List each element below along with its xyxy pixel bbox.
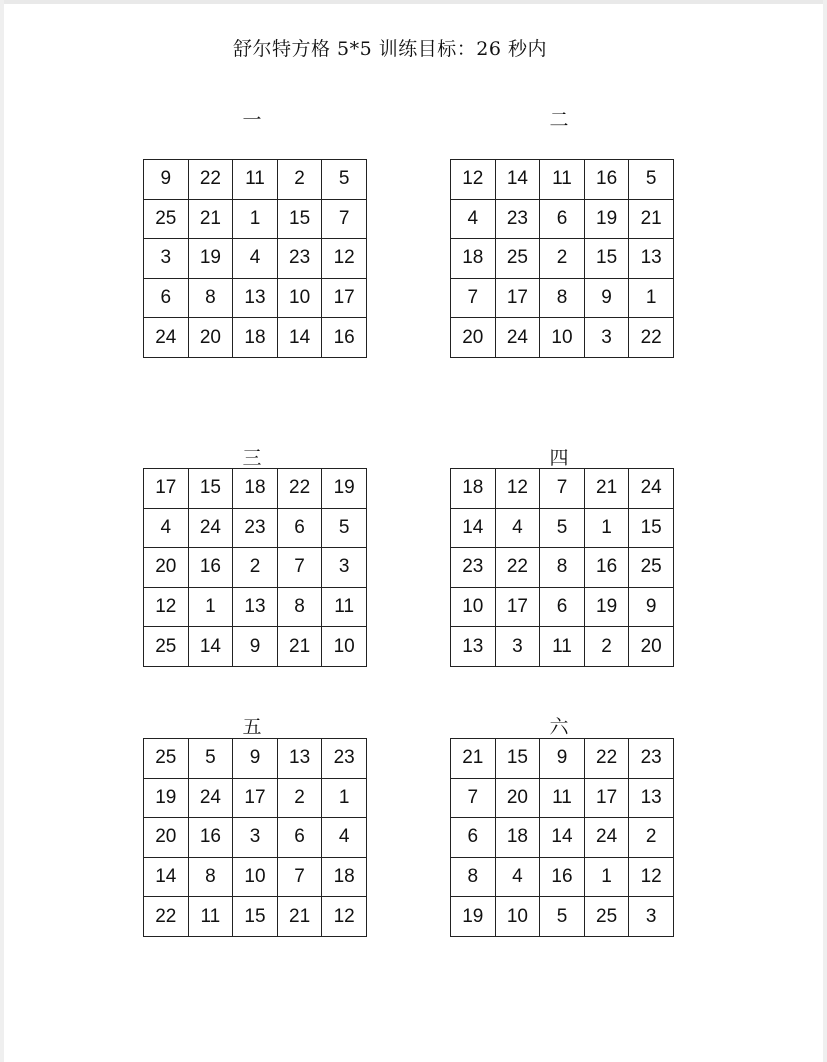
grid-cell: 10 [322, 627, 367, 667]
grid-cell: 13 [233, 278, 278, 318]
grid-cell: 3 [233, 818, 278, 858]
grid-cell: 22 [277, 469, 322, 509]
grid-cell: 17 [495, 587, 540, 627]
grid-cell: 5 [322, 160, 367, 200]
grid-cell: 4 [144, 508, 189, 548]
grid-cell: 18 [233, 318, 278, 358]
grid-cell: 25 [144, 627, 189, 667]
grid-cell: 6 [451, 818, 496, 858]
grid-cell: 24 [495, 318, 540, 358]
grid-cell: 8 [540, 278, 585, 318]
grid-cell: 8 [451, 857, 496, 897]
grid-cell: 7 [540, 469, 585, 509]
grid-cell: 14 [277, 318, 322, 358]
grid-cell: 17 [584, 778, 629, 818]
grid-cell: 18 [451, 239, 496, 279]
grid-cell: 6 [144, 278, 189, 318]
grid-cell: 21 [584, 469, 629, 509]
grid-label: 四 [549, 447, 569, 469]
grid-cell: 10 [540, 318, 585, 358]
grid-cell: 1 [188, 587, 233, 627]
grid-cell: 11 [322, 587, 367, 627]
grid-cell: 24 [629, 469, 674, 509]
grid-cell: 23 [277, 239, 322, 279]
grid-cell: 7 [451, 278, 496, 318]
grid-cell: 4 [322, 818, 367, 858]
grid-cell: 13 [451, 627, 496, 667]
grid-cell: 17 [495, 278, 540, 318]
table-row [451, 739, 674, 779]
grid-cell: 24 [188, 778, 233, 818]
grid-cell: 4 [233, 239, 278, 279]
table-row [451, 160, 674, 200]
grid-cell: 4 [495, 857, 540, 897]
table-row [144, 199, 367, 239]
grid-cell: 1 [233, 199, 278, 239]
grid-cell: 9 [233, 739, 278, 779]
grid-cell: 1 [322, 778, 367, 818]
grid-cell: 23 [495, 199, 540, 239]
grid-cell: 15 [233, 897, 278, 937]
grid-cell: 25 [144, 739, 189, 779]
grid-cell: 18 [495, 818, 540, 858]
grid-cell: 22 [188, 160, 233, 200]
table-row [451, 508, 674, 548]
grid-cell: 9 [629, 587, 674, 627]
grid-cell: 6 [540, 587, 585, 627]
grid-cell: 19 [188, 239, 233, 279]
grid-cell: 16 [322, 318, 367, 358]
grid-cell: 16 [584, 160, 629, 200]
table-row [144, 160, 367, 200]
grid-cell: 4 [451, 199, 496, 239]
grid-cell: 3 [495, 627, 540, 667]
grid-cell: 5 [188, 739, 233, 779]
table-row [451, 469, 674, 509]
table-row [451, 239, 674, 279]
grid-cell: 13 [629, 778, 674, 818]
grid-cell: 15 [277, 199, 322, 239]
grid-cell: 24 [144, 318, 189, 358]
grid-cell: 20 [629, 627, 674, 667]
grid-cell: 19 [584, 587, 629, 627]
grid-cell: 20 [144, 818, 189, 858]
table-row [144, 818, 367, 858]
table-row [451, 548, 674, 588]
grid-cell: 21 [451, 739, 496, 779]
table-row [144, 739, 367, 779]
grid-cell: 25 [144, 199, 189, 239]
grid-cell: 19 [322, 469, 367, 509]
table-row [451, 587, 674, 627]
table-row [144, 548, 367, 588]
grid-cell: 10 [451, 587, 496, 627]
grid-cell: 15 [629, 508, 674, 548]
grid-cell: 23 [629, 739, 674, 779]
grid-cell: 25 [495, 239, 540, 279]
grid-cell: 11 [188, 897, 233, 937]
grid-cell: 20 [495, 778, 540, 818]
table-row [144, 627, 367, 667]
table-row [144, 857, 367, 897]
grid-cell: 20 [144, 548, 189, 588]
grid-cell: 25 [629, 548, 674, 588]
grid-cell: 5 [540, 897, 585, 937]
grid-cell: 4 [495, 508, 540, 548]
page-edge-left [0, 0, 4, 1062]
grid-cell: 13 [233, 587, 278, 627]
grid-cell: 9 [233, 627, 278, 667]
grid-cell: 13 [629, 239, 674, 279]
grid-cell: 2 [540, 239, 585, 279]
grid-cell: 10 [233, 857, 278, 897]
table-row [144, 778, 367, 818]
grid-cell: 11 [540, 160, 585, 200]
grid-cell: 5 [629, 160, 674, 200]
grid-cell: 20 [188, 318, 233, 358]
grid-cell: 12 [322, 239, 367, 279]
grid-cell: 22 [584, 739, 629, 779]
grid-cell: 1 [584, 857, 629, 897]
grid-cell: 5 [540, 508, 585, 548]
grid-cell: 22 [629, 318, 674, 358]
grid-cell: 10 [495, 897, 540, 937]
table-row [144, 469, 367, 509]
grid-cell: 11 [233, 160, 278, 200]
grid-cell: 8 [188, 278, 233, 318]
table-row [451, 897, 674, 937]
grid-cell: 9 [540, 739, 585, 779]
grid-cell: 14 [188, 627, 233, 667]
grid-cell: 22 [495, 548, 540, 588]
schulte-table [143, 159, 367, 358]
schulte-table [143, 468, 367, 667]
table-row [451, 318, 674, 358]
grid-cell: 17 [322, 278, 367, 318]
table-row [144, 239, 367, 279]
page-title: 舒尔特方格 5*5 训练目标：26 秒内 [233, 38, 547, 60]
grid-cell: 12 [144, 587, 189, 627]
grid-cell: 8 [188, 857, 233, 897]
grid-cell: 16 [188, 548, 233, 588]
table-row [451, 278, 674, 318]
grid-cell: 6 [277, 508, 322, 548]
grid-cell: 15 [188, 469, 233, 509]
grid-cell: 18 [322, 857, 367, 897]
grid-cell: 5 [322, 508, 367, 548]
grid-cell: 8 [540, 548, 585, 588]
grid-cell: 23 [322, 739, 367, 779]
grid-cell: 14 [495, 160, 540, 200]
table-row [144, 897, 367, 937]
grid-cell: 14 [144, 857, 189, 897]
grid-cell: 2 [629, 818, 674, 858]
grid-cell: 12 [451, 160, 496, 200]
grid-cell: 10 [277, 278, 322, 318]
grid-label: 一 [242, 109, 262, 131]
grid-cell: 21 [277, 897, 322, 937]
grid-cell: 9 [584, 278, 629, 318]
grid-cell: 24 [188, 508, 233, 548]
grid-cell: 1 [584, 508, 629, 548]
grid-label: 三 [242, 447, 262, 469]
grid-cell: 1 [629, 278, 674, 318]
grid-label: 五 [242, 716, 262, 738]
grid-label: 六 [549, 716, 569, 738]
grid-cell: 6 [277, 818, 322, 858]
grid-cell: 2 [277, 160, 322, 200]
grid-cell: 6 [540, 199, 585, 239]
table-row [144, 508, 367, 548]
grid-cell: 17 [233, 778, 278, 818]
schulte-table [450, 738, 674, 937]
grid-cell: 17 [144, 469, 189, 509]
grid-label: 二 [549, 109, 569, 131]
grid-cell: 23 [451, 548, 496, 588]
grid-cell: 24 [584, 818, 629, 858]
table-row [451, 199, 674, 239]
grid-cell: 12 [629, 857, 674, 897]
grid-cell: 21 [188, 199, 233, 239]
grid-cell: 16 [188, 818, 233, 858]
grid-cell: 19 [584, 199, 629, 239]
grid-cell: 9 [144, 160, 189, 200]
grid-cell: 14 [540, 818, 585, 858]
grid-cell: 12 [322, 897, 367, 937]
grid-cell: 7 [322, 199, 367, 239]
grid-cell: 2 [277, 778, 322, 818]
grid-cell: 15 [584, 239, 629, 279]
grid-cell: 25 [584, 897, 629, 937]
grid-cell: 20 [451, 318, 496, 358]
grid-cell: 12 [495, 469, 540, 509]
table-row [451, 778, 674, 818]
grid-cell: 21 [277, 627, 322, 667]
grid-cell: 2 [233, 548, 278, 588]
grid-cell: 15 [495, 739, 540, 779]
table-row [144, 587, 367, 627]
table-row [451, 857, 674, 897]
grid-cell: 7 [277, 857, 322, 897]
grid-cell: 16 [540, 857, 585, 897]
schulte-table [143, 738, 367, 937]
page-edge-right [823, 0, 827, 1062]
grid-cell: 16 [584, 548, 629, 588]
grid-cell: 3 [144, 239, 189, 279]
grid-cell: 11 [540, 778, 585, 818]
table-row [144, 318, 367, 358]
grid-cell: 11 [540, 627, 585, 667]
grid-cell: 23 [233, 508, 278, 548]
grid-cell: 3 [584, 318, 629, 358]
page-edge-top [0, 0, 827, 4]
schulte-table [450, 159, 674, 358]
grid-cell: 19 [144, 778, 189, 818]
grid-cell: 22 [144, 897, 189, 937]
grid-cell: 19 [451, 897, 496, 937]
grid-cell: 3 [322, 548, 367, 588]
grid-cell: 2 [584, 627, 629, 667]
table-row [144, 278, 367, 318]
grid-cell: 7 [277, 548, 322, 588]
grid-cell: 7 [451, 778, 496, 818]
table-row [451, 627, 674, 667]
grid-cell: 13 [277, 739, 322, 779]
grid-cell: 21 [629, 199, 674, 239]
grid-cell: 14 [451, 508, 496, 548]
grid-cell: 8 [277, 587, 322, 627]
grid-cell: 18 [233, 469, 278, 509]
grid-cell: 3 [629, 897, 674, 937]
schulte-table [450, 468, 674, 667]
grid-cell: 18 [451, 469, 496, 509]
table-row [451, 818, 674, 858]
